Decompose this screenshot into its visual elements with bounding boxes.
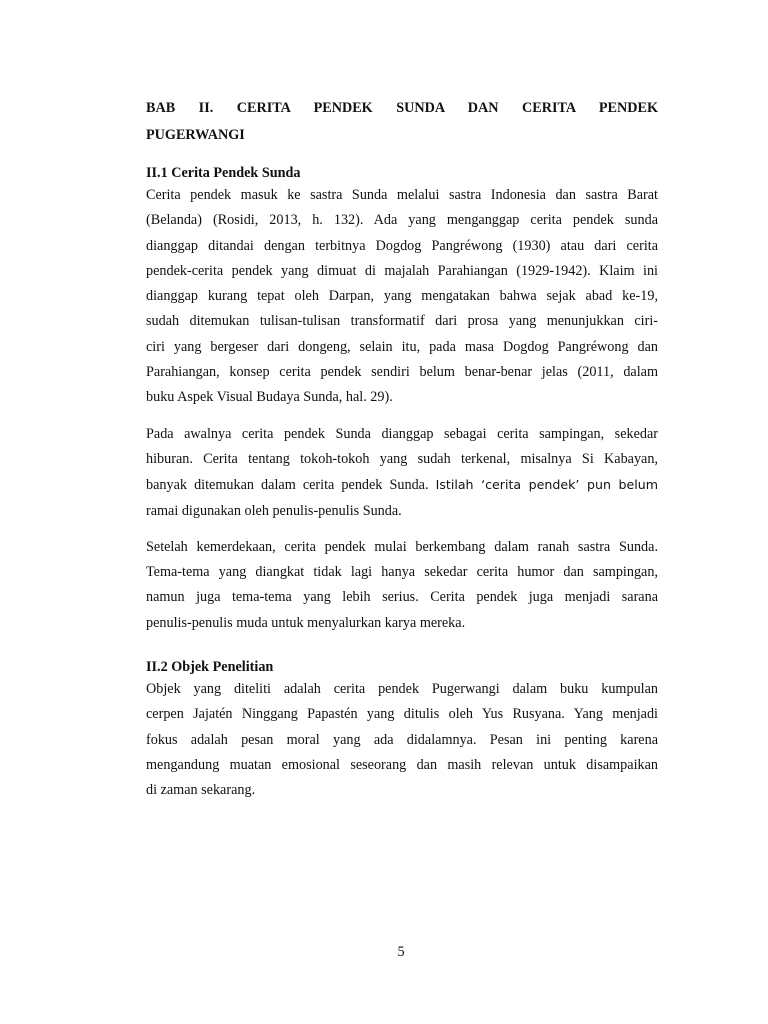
paragraph-line: dianggap kurang tepat oleh Darpan, yang mengatakan bahwa sejak abad ke-19,: [146, 288, 658, 305]
section-heading-1: II.1 Cerita Pendek Sunda: [146, 165, 301, 181]
paragraph-line: cerpen Jajatén Ninggang Papastén yang ditulis oleh Yus Rusyana. Yang menjadi: [146, 706, 658, 723]
paragraph-text-serif: banyak ditemukan dalam cerita pendek Sunda.: [146, 477, 429, 494]
section-1-paragraph-3: [146, 535, 658, 636]
paragraph-line: mengandung muatan emosional seseorang dan masih relevan untuk disampaikan: [146, 756, 658, 773]
section-1-paragraph-2: [146, 422, 658, 524]
paragraph-line: dianggap ditandai dengan terbitnya Dogdog Pangréwong (1930) atau dari cerita: [146, 237, 658, 254]
paragraph-line: hiburan. Cerita tentang tokoh-tokoh yang sudah terkenal, misalnya Si Kabayan,: [146, 450, 658, 467]
section-1-paragraph-1: [146, 183, 658, 411]
paragraph-line: penulis-penulis muda untuk menyalurkan karya mereka.: [146, 614, 466, 631]
paragraph-line: Setelah kemerdekaan, cerita pendek mulai berkembang dalam ranah sastra Sunda.: [146, 538, 658, 555]
paragraph-line: (Belanda) (Rosidi, 2013, h. 132). Ada yang menganggap cerita pendek sunda: [146, 212, 658, 229]
paragraph-line: Pada awalnya cerita pendek Sunda dianggap sebagai cerita sampingan, sekedar: [146, 425, 658, 442]
paragraph-text-sans: Istilah ‘cerita pendek’ pun belum: [435, 477, 658, 493]
paragraph-line: buku Aspek Visual Budaya Sunda, hal. 29).: [146, 389, 393, 406]
paragraph-line: sudah ditemukan tulisan-tulisan transformatif dari prosa yang menunjukkan ciri-: [146, 313, 658, 330]
paragraph-line: Tema-tema yang diangkat tidak lagi hanya sekedar cerita humor dan sampingan,: [146, 564, 658, 581]
page-content: [146, 92, 658, 804]
chapter-title-line-1: BAB II. CERITA PENDEK SUNDA DAN CERITA PENDEK: [146, 100, 658, 116]
paragraph-line: Cerita pendek masuk ke sastra Sunda melalui sastra Indonesia dan sastra Barat: [146, 187, 658, 203]
section-heading-2: II.2 Objek Penelitian: [146, 659, 274, 676]
paragraph-line: namun juga tema-tema yang lebih serius. Cerita pendek juga menjadi sarana: [146, 589, 658, 606]
paragraph-line-mixed: [146, 472, 658, 498]
paragraph-line: fokus adalah pesan moral yang ada didalamnya. Pesan ini penting karena: [146, 731, 658, 748]
chapter-title: [146, 95, 658, 149]
paragraph-line: Objek yang diteliti adalah cerita pendek Pugerwangi dalam buku kumpulan: [146, 681, 658, 698]
paragraph-line: ciri yang bergeser dari dongeng, selain itu, pada masa Dogdog Pangréwong dan: [146, 338, 658, 355]
chapter-title-line-2: PUGERWANGI: [146, 127, 245, 143]
paragraph-line: pendek-cerita pendek yang dimuat di majalah Parahiangan (1929-1942). Klaim ini: [146, 262, 658, 279]
paragraph-line: di zaman sekarang.: [146, 782, 256, 799]
paragraph-line: Parahiangan, konsep cerita pendek sendiri belum benar-benar jelas (2011, dalam: [146, 364, 658, 381]
paragraph-line: ramai digunakan oleh penulis-penulis Sunda.: [146, 502, 402, 519]
section-2-paragraph-1: [146, 677, 658, 803]
page-number: 5: [397, 944, 405, 960]
